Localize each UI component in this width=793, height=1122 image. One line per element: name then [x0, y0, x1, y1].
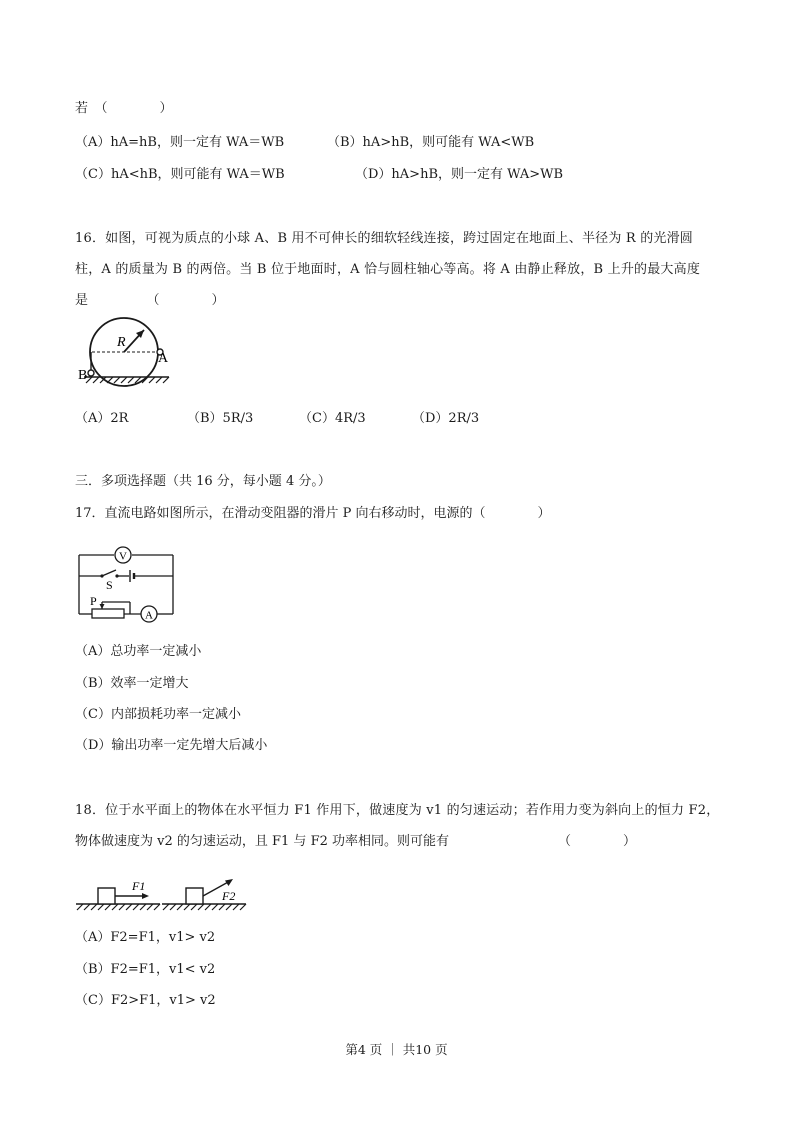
q18-option-a: （A）F2=F1，v1> v2 — [75, 930, 216, 945]
q17-option-d: （D）输出功率一定先增大后减小 — [75, 738, 268, 753]
q16-option-d: （D）2R/3 — [412, 411, 480, 426]
switch-icon — [100, 570, 118, 592]
block-1 — [98, 888, 115, 904]
q18-option-b: （B）F2=F1，v1< v2 — [75, 962, 216, 977]
q17-circuit-figure — [74, 541, 178, 623]
slider-label: P — [90, 594, 97, 608]
rheostat-icon — [90, 594, 130, 618]
q18-stem-line1: 18．位于水平面上的物体在水平恒力 F1 作用下，做速度为 v1 的匀速运动；若作用力变为斜向上的恒力 F2， — [75, 803, 720, 818]
ammeter-icon — [141, 606, 157, 622]
ground-right — [162, 904, 246, 910]
q15-option-b: （B）hA>hB，则可能有 WA<WB — [327, 135, 535, 150]
block-2 — [186, 888, 203, 904]
ground-hatch — [84, 377, 169, 383]
label-a: A — [158, 351, 169, 366]
section3-heading: 三．多项选择题（共 16 分，每小题 4 分。） — [75, 474, 331, 489]
force-arrow-1 — [115, 879, 149, 899]
q15-option-c: （C）hA<hB，则可能有 WA＝WB — [75, 167, 285, 182]
q17-option-a: （A）总功率一定减小 — [75, 644, 202, 659]
voltmeter-label: V — [119, 550, 127, 563]
ball-b — [88, 370, 94, 376]
q15-stem-tail: 若 （ ） — [75, 101, 173, 116]
battery-icon — [130, 570, 134, 582]
q16-stem-line1: 16．如图，可视为质点的小球 A、B 用不可伸长的细软轻线连接，跨过固定在地面上、半径为 R 的光滑圆 — [75, 231, 694, 246]
q16-stem-line2: 柱，A 的质量为 B 的两倍。当 B 位于地面时，A 恰与圆柱轴心等高。将 A 由静止释放，B 上升的最大高度 — [75, 262, 701, 277]
ground-left — [76, 904, 160, 910]
q16-option-b: （B）5R/3 — [187, 411, 254, 426]
label-r: R — [117, 335, 126, 350]
q18-force-figure — [74, 876, 250, 916]
force2-label: F2 — [222, 889, 236, 903]
force1-label: F1 — [132, 879, 146, 893]
force-arrow-2 — [203, 879, 235, 903]
q16-option-c: （C）4R/3 — [299, 411, 366, 426]
label-b: B — [78, 368, 88, 383]
ammeter-label: A — [145, 609, 153, 622]
q17-option-b: （B）效率一定增大 — [75, 676, 189, 691]
q16-stem-line3: 是 （ ） — [75, 293, 225, 308]
q18-option-c: （C）F2>F1，v1> v2 — [75, 993, 216, 1008]
q18-stem-line2: 物体做速度为 v2 的匀速运动，且 F1 与 F2 功率相同。则可能有 — [75, 834, 449, 849]
q15-option-d: （D）hA>hB，则一定有 WA>WB — [355, 167, 564, 182]
page-footer: 第4 页 ｜ 共10 页 — [345, 1042, 448, 1057]
radius-arrow — [124, 330, 144, 352]
q16-option-a: （A）2R — [75, 411, 129, 426]
q18-paren: （ ） — [558, 834, 637, 849]
q16-cylinder-figure — [74, 316, 174, 388]
q15-option-a: （A）hA=hB，则一定有 WA＝WB — [75, 135, 285, 150]
switch-label: S — [106, 578, 113, 592]
q17-option-c: （C）内部损耗功率一定减小 — [75, 707, 241, 722]
q17-stem: 17．直流电路如图所示，在滑动变阻器的滑片 P 向右移动时，电源的（ ） — [75, 506, 551, 521]
voltmeter-icon — [115, 547, 131, 563]
